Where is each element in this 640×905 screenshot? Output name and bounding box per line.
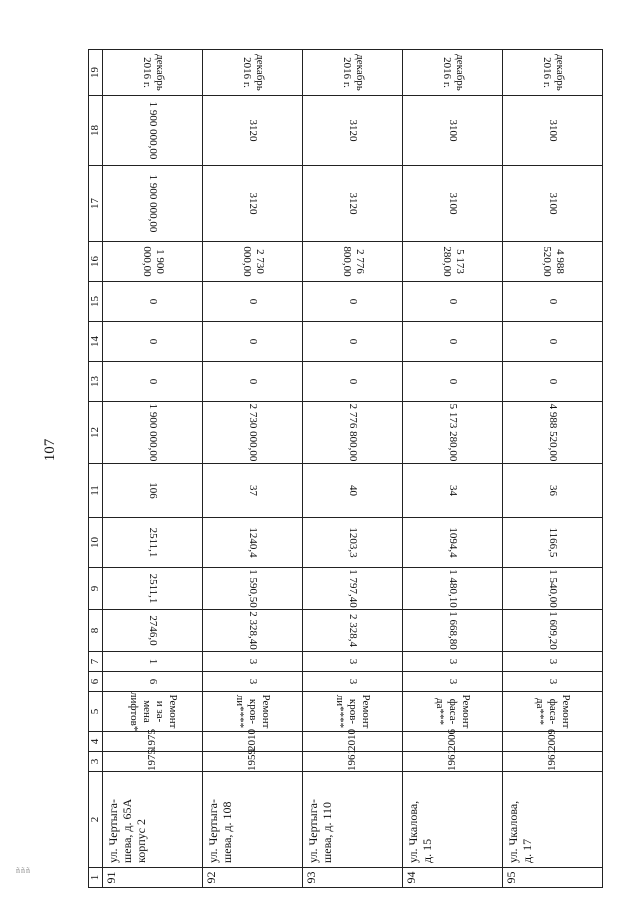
cell-col-18 [103,96,203,166]
cell-text: 1 797,40 [347,569,359,608]
page-stamp: ñññ [16,866,31,875]
cell-text: декабрь 2016 г. [540,54,566,91]
cell-col-3 [103,749,203,772]
cell-col-5 [203,692,303,732]
cell-text: ул. Чертыга- шева, д. 65А корпус 2 [106,798,148,863]
cell-col-14 [103,322,203,362]
cell-text: декабрь 2016 г. [440,54,466,91]
cell-col-8 [103,610,203,652]
cell-text: 1 609,20 [547,611,559,650]
cell-text: 2 328,4 [347,614,359,647]
cell-col-6 [103,672,203,692]
cell-col-18 [503,96,603,166]
cell-text: 3 [447,678,459,685]
cell-text: 3 [447,658,459,665]
col-header: 10 [89,518,103,568]
cell-col-15 [403,282,503,322]
cell-col-8 [403,610,503,652]
cell-text: 0 [347,338,359,345]
cell-text: 3100 [547,119,559,142]
cell-col-10 [403,518,503,568]
cell-col-13 [203,362,303,402]
cell-text: 0 [147,338,159,345]
cell-text: 1959 [246,749,258,771]
cell-col-18 [303,96,403,166]
cell-col-17 [503,166,603,242]
cell-text: 1 900 000,00 [147,101,159,160]
col-header: 15 [89,282,103,322]
cell-text: 0 [547,378,559,385]
cell-col-6 [303,672,403,692]
cell-col-9 [103,568,203,610]
cell-text: 1 590,50 [247,569,259,608]
cell-text: 2009 [546,729,558,751]
cell-col-19 [503,50,603,96]
cell-text: 91 [104,871,118,884]
table-row [503,50,603,888]
cell-col-2 [303,772,403,868]
cell-col-18 [403,96,503,166]
cell-text: Ремонт и за- мена лифтов* [127,692,179,732]
cell-col-7 [403,652,503,672]
cell-col-19 [303,50,403,96]
cell-col-9 [503,568,603,610]
cell-text: 37 [247,485,259,496]
cell-col-2 [503,772,603,868]
cell-col-5 [403,692,503,732]
table-row [403,50,503,888]
col-header: 6 [89,672,103,692]
cell-text: 0 [247,298,259,305]
cell-col-7 [203,652,303,672]
cell-col-8 [303,610,403,652]
cell-col-1 [103,868,203,888]
repair-table-grid [88,49,603,888]
cell-text: 0 [147,298,159,305]
cell-col-5 [503,692,603,732]
cell-col-10 [203,518,303,568]
cell-text: 1166,5 [547,527,559,558]
cell-text: 3100 [447,119,459,142]
cell-col-12 [203,402,303,464]
col-header: 3 [89,752,103,772]
cell-text: 1 [147,658,159,665]
cell-col-15 [503,282,603,322]
cell-col-17 [103,166,203,242]
cell-text: декабрь 2016 г. [140,54,166,91]
cell-text: 1 480,10 [447,569,459,608]
cell-text: 3 [247,678,259,685]
cell-col-2 [403,772,503,868]
cell-text: 34 [447,485,459,496]
cell-col-3 [503,749,603,772]
cell-col-14 [503,322,603,362]
cell-text: 2 776 800,00 [347,403,359,462]
cell-col-11 [203,464,303,518]
cell-text: 2 776 800,00 [340,246,366,277]
cell-text: декабрь 2016 г. [240,54,266,91]
cell-col-15 [103,282,203,322]
cell-col-4 [103,729,203,752]
cell-text: 1961 [546,749,558,771]
col-header: 16 [89,242,103,282]
cell-text: 2511,1 [147,573,159,604]
cell-text: 93 [304,871,318,884]
cell-text: ул. Чкалова, д. 15 [406,800,434,863]
cell-col-13 [103,362,203,402]
cell-text: 92 [204,871,218,884]
cell-col-19 [403,50,503,96]
cell-col-8 [203,610,303,652]
cell-text: 2 730 000,00 [240,246,266,277]
cell-text: 2 730 000,00 [247,403,259,462]
cell-col-4 [203,729,303,752]
cell-col-17 [303,166,403,242]
cell-col-12 [303,402,403,464]
cell-text: 0 [547,338,559,345]
cell-col-6 [203,672,303,692]
col-header: 1 [89,868,103,888]
cell-text: 94 [404,871,418,884]
cell-text: 1 900 000,00 [140,246,166,277]
cell-text: 3 [347,658,359,665]
cell-col-14 [203,322,303,362]
cell-text: декабрь 2016 г. [340,54,366,91]
cell-col-5 [103,692,203,732]
col-header: 18 [89,96,103,166]
cell-col-11 [403,464,503,518]
cell-col-6 [403,672,503,692]
cell-col-16 [503,242,603,282]
cell-text: 0 [447,298,459,305]
cell-text: 0 [247,378,259,385]
col-header: 5 [89,692,103,732]
cell-text: 1975 [146,729,158,751]
cell-text: Ремонт фаса- да*** [434,694,472,729]
cell-text: Ремонт фаса- да*** [534,694,572,729]
cell-text: 0 [147,378,159,385]
cell-col-11 [303,464,403,518]
cell-col-16 [303,242,403,282]
cell-text: Ремонт кров- ли**** [234,694,272,729]
cell-text: 106 [147,482,159,499]
cell-text: 0 [547,298,559,305]
cell-text: 3120 [247,192,259,215]
cell-text: 1961 [346,749,358,771]
cell-col-19 [203,50,303,96]
cell-text: 1961 [446,749,458,771]
cell-text: 1 900 000,00 [147,403,159,462]
cell-col-4 [403,729,503,752]
col-header: 13 [89,362,103,402]
cell-col-3 [303,749,403,772]
cell-col-3 [203,749,303,772]
cell-text: ул. Чертыга- шева, д. 108 [206,799,234,863]
col-header: 12 [89,402,103,464]
cell-col-5 [303,692,403,732]
cell-text: 2 328,40 [247,611,259,650]
cell-col-1 [403,868,503,888]
cell-col-13 [503,362,603,402]
cell-text: 3 [347,678,359,685]
cell-col-1 [303,868,403,888]
col-header: 11 [89,464,103,518]
page-number: 107 [42,438,58,462]
cell-col-1 [503,868,603,888]
cell-text: 3100 [547,192,559,215]
cell-text: 2010 [246,729,258,751]
col-header: 2 [89,772,103,868]
column-number-row [89,50,103,888]
cell-col-17 [203,166,303,242]
table-row [203,50,303,888]
cell-text: 2006 [446,729,458,751]
cell-col-10 [103,518,203,568]
cell-text: 3 [547,658,559,665]
cell-col-14 [403,322,503,362]
cell-col-7 [303,652,403,672]
cell-text: 40 [347,485,359,496]
cell-text: ул. Чкалова, д. 17 [506,800,534,863]
cell-col-7 [503,652,603,672]
cell-text: 3120 [347,119,359,142]
repair-table [88,50,578,888]
cell-text: 1 668,80 [447,611,459,650]
cell-col-3 [403,749,503,772]
cell-text: 3 [247,658,259,665]
cell-col-16 [103,242,203,282]
cell-text: 5 173 280,00 [440,246,466,277]
col-header: 4 [89,732,103,752]
cell-col-10 [503,518,603,568]
cell-text: 0 [447,378,459,385]
cell-text: 1094,4 [447,527,459,558]
cell-col-12 [503,402,603,464]
cell-text: Ремонт кров- ли**** [334,694,372,729]
cell-col-7 [103,652,203,672]
cell-col-2 [103,772,203,868]
cell-col-11 [103,464,203,518]
cell-col-11 [503,464,603,518]
cell-text: 95 [504,871,518,884]
cell-text: 0 [347,378,359,385]
table-row [303,50,403,888]
cell-col-8 [503,610,603,652]
cell-text: ул. Чертыга- шева, д. 110 [306,799,334,863]
col-header: 17 [89,166,103,242]
cell-text: 4 988 520,00 [540,246,566,277]
cell-col-12 [403,402,503,464]
cell-col-14 [303,322,403,362]
cell-col-13 [303,362,403,402]
cell-text: 1975 [146,749,158,771]
cell-col-9 [303,568,403,610]
cell-col-9 [203,568,303,610]
cell-text: 3120 [347,192,359,215]
cell-text: 3 [547,678,559,685]
cell-col-17 [403,166,503,242]
cell-text: 1203,3 [347,527,359,558]
cell-text: 0 [447,338,459,345]
cell-col-10 [303,518,403,568]
cell-text: 0 [247,338,259,345]
cell-text: 1240,4 [247,527,259,558]
cell-col-16 [203,242,303,282]
cell-col-4 [303,729,403,752]
cell-text: 3120 [247,119,259,142]
cell-text: 6 [147,678,159,685]
cell-col-12 [103,402,203,464]
col-header: 8 [89,610,103,652]
cell-text: 4 988 520,00 [547,403,559,462]
cell-col-16 [403,242,503,282]
col-header: 9 [89,568,103,610]
cell-col-2 [203,772,303,868]
cell-col-15 [303,282,403,322]
cell-col-13 [403,362,503,402]
cell-col-18 [203,96,303,166]
cell-text: 2746,0 [147,615,159,646]
cell-text: 2511,1 [147,527,159,558]
cell-text: 1 900 000,00 [147,174,159,233]
col-header: 7 [89,652,103,672]
cell-text: 2010 [346,729,358,751]
cell-col-19 [103,50,203,96]
cell-text: 1 540,00 [547,569,559,608]
cell-text: 5 173 280,00 [447,403,459,462]
cell-col-15 [203,282,303,322]
cell-col-6 [503,672,603,692]
table-row [103,50,203,888]
cell-text: 3100 [447,192,459,215]
cell-text: 36 [547,485,559,496]
col-header: 19 [89,50,103,96]
cell-text: 0 [347,298,359,305]
col-header: 14 [89,322,103,362]
cell-col-9 [403,568,503,610]
cell-col-4 [503,729,603,752]
cell-col-1 [203,868,303,888]
